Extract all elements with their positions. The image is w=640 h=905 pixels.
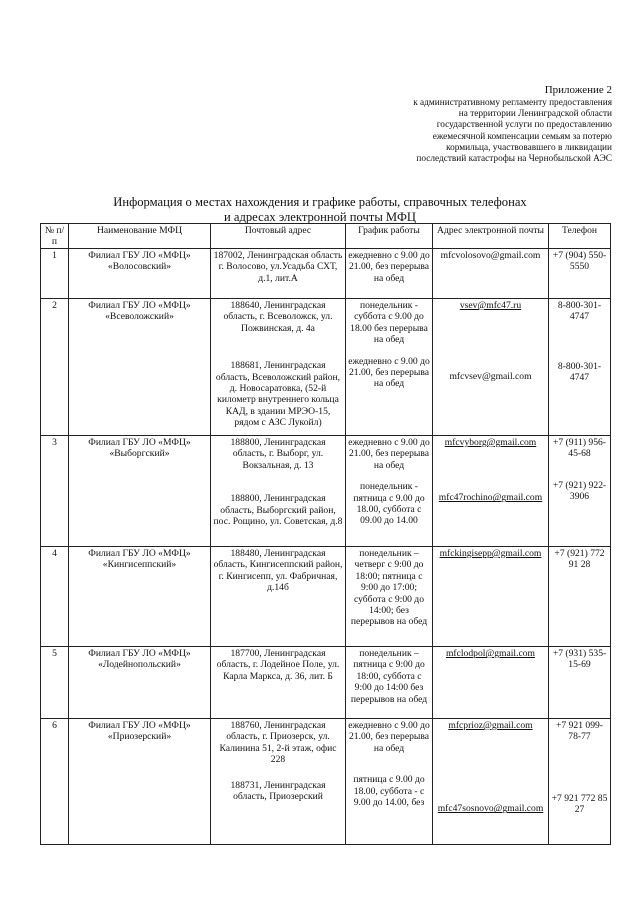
schedule-text: пятница с 9.00 до 18.00, суббота - с 9.00 до 14.00, без — [353, 774, 425, 809]
row-email — [433, 647, 549, 719]
address-text: 187700, Ленинградская область, г. Лодейное Поле, ул. Карла Маркса, д. 36, лит. Б — [216, 648, 340, 682]
address-text: 188800, Ленинградская область, г. Выборг, ул. Вокзальная, д. 13 — [230, 437, 326, 471]
row-schedule — [346, 719, 433, 845]
email-link[interactable]: mfc47rochino@gmail.com — [438, 492, 543, 504]
header-name: Наименование МФЦ — [69, 224, 211, 249]
table-row — [41, 719, 611, 845]
row-address — [211, 719, 346, 845]
email-link[interactable]: mfcprioz@gmail.com — [448, 720, 533, 731]
row-schedule — [346, 299, 433, 436]
row-name: Филиал ГБУ ЛО «МФЦ» «Лодейнопольский» — [69, 647, 211, 719]
phone-text: +7 921 772 85 27 — [551, 792, 608, 816]
row-name: Филиал ГБУ ЛО «МФЦ» «Волосовский» — [69, 249, 211, 299]
address-text: 188800, Ленинградская область, Выборгский район, пос. Рощино, ул. Советская, д.8 — [213, 493, 343, 528]
appendix-line: к административному регламенту предоставления — [413, 98, 612, 108]
phone-text: 8-800-301-4747 — [557, 300, 602, 323]
schedule-text: понедельник - пятница с 9.00 до 18.00, суббота с 09.00 до 14.00 — [353, 481, 425, 527]
table-row — [41, 647, 611, 719]
header-email: Адрес электронной почты — [433, 224, 549, 249]
phone-text: +7 (904) 550-5550 — [552, 250, 607, 273]
table-row — [41, 436, 611, 547]
phone-text: +7 (921) 922-3906 — [552, 479, 607, 503]
appendix-line: ежемесячной компенсации семьям за потерю — [432, 131, 612, 142]
header-schedule: График работы — [346, 224, 433, 249]
email-link[interactable]: vsev@mfc47.ru — [459, 300, 522, 311]
mfc-table — [40, 223, 611, 845]
row-email — [433, 547, 549, 647]
row-schedule — [346, 547, 433, 647]
appendix-block — [332, 84, 612, 165]
row-schedule — [346, 647, 433, 719]
address-text: 187002, Ленинградская область г. Волосово, ул.Усадьба СХТ, д.1, лит.А — [213, 250, 343, 284]
table-header-row — [41, 224, 611, 249]
row-address — [211, 299, 346, 436]
row-address — [211, 547, 346, 647]
email-link[interactable]: mfcvolosovo@gmail.com — [440, 250, 541, 261]
row-phone — [549, 436, 611, 547]
email-link[interactable]: mfcvsev@gmail.com — [449, 371, 532, 383]
appendix-line: государственной услуги по предоставлению — [436, 120, 612, 131]
row-phone — [549, 299, 611, 436]
address-text: 188731, Ленинградская область, Приозерский — [230, 779, 326, 803]
address-text: 188681, Ленинградская область, Всеволожский район, д. Новосаратовка, (52-й километр внутреннего кольца КАД, в здании МРЭО-15, рядом с АЗС Лукойл) — [215, 360, 341, 429]
appendix-line: последствий катастрофы на Чернобыльской АЭС — [416, 154, 612, 165]
appendix-line: кормильца, участвовавшего в ликвидации — [446, 142, 612, 153]
row-email — [433, 719, 549, 845]
phone-text: +7 (911) 956-45-68 — [552, 437, 606, 460]
table-row — [41, 547, 611, 647]
header-num: № п/п — [41, 224, 69, 249]
document-title-line-2: и адресах электронной почты МФЦ — [223, 209, 417, 224]
schedule-text: ежедневно с 9.00 до 21.00, без перерыва на обед — [348, 437, 430, 471]
row-address — [211, 436, 346, 547]
row-name: Филиал ГБУ ЛО «МФЦ» «Всеволожский» — [69, 299, 211, 436]
phone-text: +7 921 099-78-77 — [556, 720, 603, 743]
email-link[interactable]: mfclodpol@gmail.com — [445, 648, 536, 659]
row-schedule — [346, 249, 433, 299]
email-link[interactable]: mfc47sosnovo@gmail.com — [437, 803, 544, 815]
schedule-text: ежедневно с 9.00 до 21.00, без перерыва на обед — [348, 720, 430, 754]
row-num: 6 — [41, 719, 69, 845]
row-phone — [549, 249, 611, 299]
header-phone: Телефон — [549, 224, 611, 249]
row-num: 2 — [41, 299, 69, 436]
document-title — [0, 195, 640, 224]
row-num: 1 — [41, 249, 69, 299]
row-name: Филиал ГБУ ЛО «МФЦ» «Приозерский» — [69, 719, 211, 845]
row-phone — [549, 547, 611, 647]
appendix-line: на территории Ленинградской области — [458, 109, 612, 120]
row-num: 4 — [41, 547, 69, 647]
row-email — [433, 299, 549, 436]
phone-text: +7 (931) 535-15-69 — [552, 648, 607, 671]
schedule-text: ежедневно с 9.00 до 21.00, без перерыва на обед — [348, 250, 430, 284]
header-address: Почтовый адрес — [211, 224, 346, 249]
email-link[interactable]: mfcvyborg@gmail.com — [444, 437, 537, 448]
row-address — [211, 249, 346, 299]
row-schedule — [346, 436, 433, 547]
row-phone — [549, 719, 611, 845]
phone-text: +7 (921) 772 91 28 — [554, 548, 605, 571]
row-num: 5 — [41, 647, 69, 719]
row-email — [433, 249, 549, 299]
row-name: Филиал ГБУ ЛО «МФЦ» «Кингисеппский» — [69, 547, 211, 647]
phone-text: 8-800-301-4747 — [557, 360, 602, 384]
appendix-title: Приложение 2 — [544, 84, 612, 96]
schedule-text: ежедневно с 9.00 до 21.00, без перерыва на обед — [348, 355, 430, 390]
row-email — [433, 436, 549, 547]
row-name: Филиал ГБУ ЛО «МФЦ» «Выборгский» — [69, 436, 211, 547]
row-phone — [549, 647, 611, 719]
row-num: 3 — [41, 436, 69, 547]
table-row — [41, 299, 611, 436]
address-text: 188760, Ленинградская область, г. Приозерск, ул. Калинина 51, 2-й этаж, офис 228 — [219, 720, 337, 766]
address-text: 188480, Ленинградская область, Кингисеппский район, г. Кингисепп, ул. Фабричная, д.14б — [213, 548, 343, 594]
email-link[interactable]: mfckingisepp@gmail.com — [439, 548, 542, 559]
schedule-text: понедельник – четверг с 9:00 до 18:00; пятница с 9:00 до 17:00; суббота с 9:00 до 14:00; без перерывов на обед — [350, 548, 428, 628]
address-text: 188640, Ленинградская область, г. Всеволожск, ул. Пожвинская, д. 4а — [223, 300, 333, 334]
schedule-text: понедельник – пятница с 9:00 до 18:00, суббота с 9:00 до 14:00 без перерывов на обед — [350, 648, 428, 705]
row-address — [211, 647, 346, 719]
document-title-line-1: Информация о местах нахождения и графике работы, справочных телефонах — [113, 195, 527, 209]
schedule-text: понедельник - суббота с 9.00 до 18.00 без перерыва на обед — [350, 300, 428, 346]
table-row — [41, 249, 611, 299]
